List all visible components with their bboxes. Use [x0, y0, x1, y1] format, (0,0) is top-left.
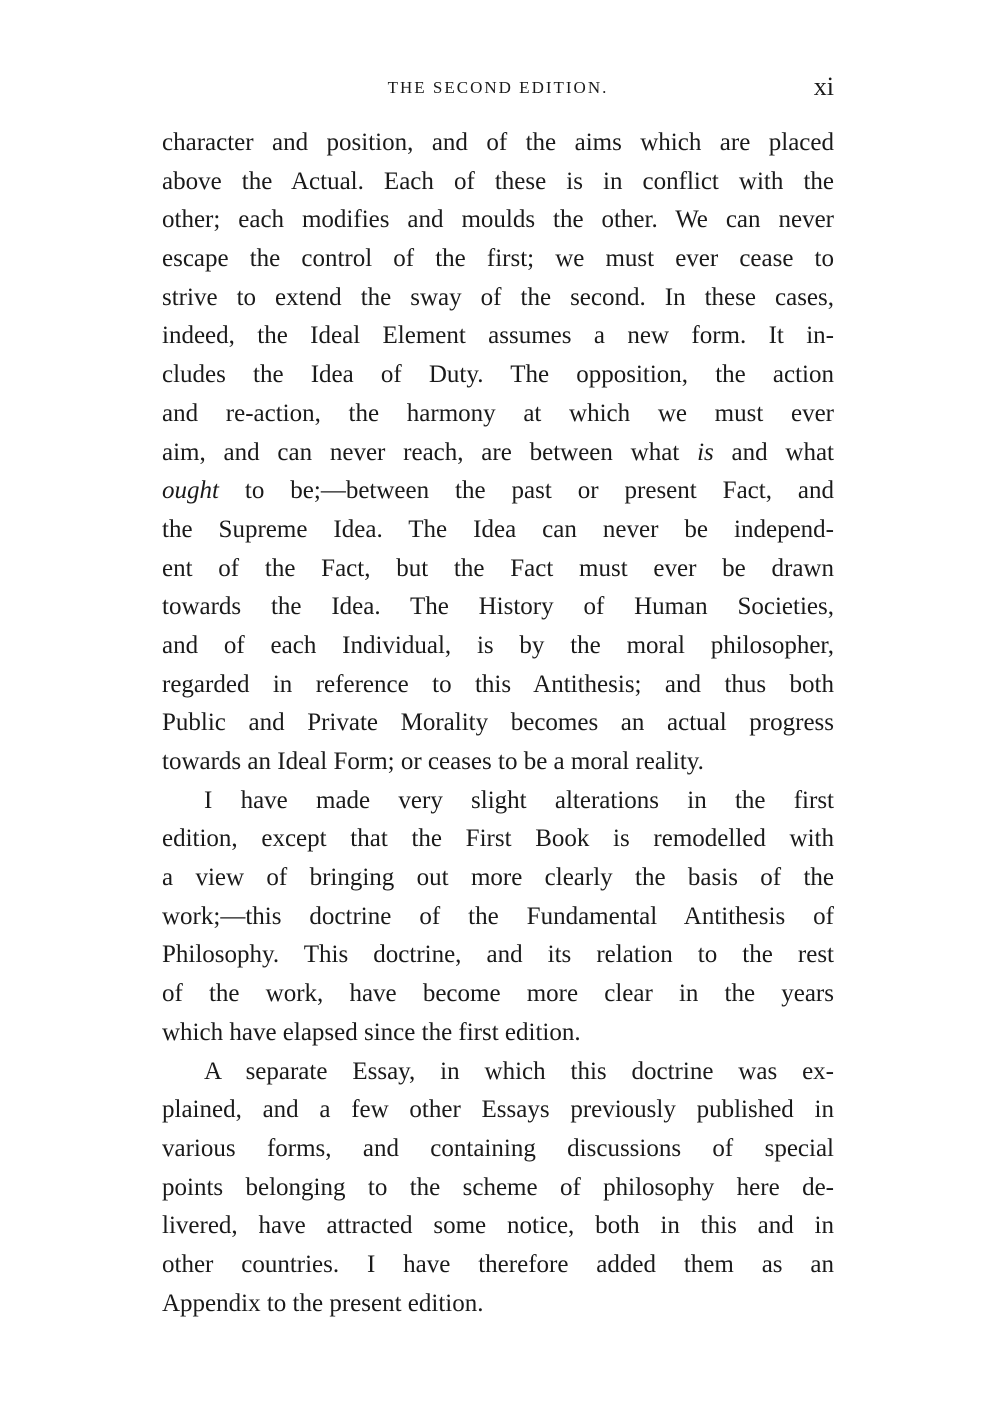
text-line: other; each modifies and moulds the other. We can never: [162, 206, 834, 234]
text-line: a view of bringing out more clearly the basis of the: [162, 864, 834, 892]
text-line: cludes the Idea of Duty. The opposition, the action: [162, 361, 834, 389]
text-line: A separate Essay, in which this doctrine was ex-: [204, 1057, 834, 1085]
paragraph-3: [162, 1053, 834, 1324]
paragraph-1: [162, 124, 834, 782]
text-line: which have elapsed since the first edition.: [162, 1018, 581, 1046]
running-title: THE SECOND EDITION.: [387, 78, 609, 97]
text-line: I have made very slight alterations in the first: [204, 786, 834, 814]
body-text: [162, 124, 834, 1323]
text-line: points belonging to the scheme of philosophy here de-: [162, 1173, 834, 1201]
text-line: indeed, the Ideal Element assumes a new form. It in-: [162, 322, 834, 350]
running-head: [162, 72, 834, 106]
text-line: towards an Ideal Form; or ceases to be a moral reality.: [162, 748, 704, 775]
text-line: plained, and a few other Essays previously published in: [162, 1096, 834, 1124]
text-line: aim, and can never reach, are between what is and what: [162, 438, 834, 466]
text-line: and of each Individual, is by the moral philosopher,: [162, 631, 834, 659]
text-line: other countries. I have therefore added them as an: [162, 1250, 834, 1278]
text-line: and re-action, the harmony at which we must ever: [162, 399, 834, 427]
text-line: strive to extend the sway of the second. In these cases,: [162, 283, 834, 311]
page-number: xi: [813, 72, 834, 101]
text-line: above the Actual. Each of these is in conflict with the: [162, 167, 834, 195]
paragraph-2: [162, 782, 834, 1053]
text-line: various forms, and containing discussions of special: [162, 1134, 834, 1162]
emphasis-word: ought: [162, 477, 219, 505]
text-line: Public and Private Morality becomes an actual progress: [162, 709, 834, 737]
text-line: ent of the Fact, but the Fact must ever be drawn: [162, 554, 834, 582]
text-line: character and position, and of the aims which are placed: [162, 129, 834, 156]
text-line: work;—this doctrine of the Fundamental Antithesis of: [162, 902, 834, 930]
emphasis-word: is: [697, 438, 714, 466]
text-line: edition, except that the First Book is remodelled with: [162, 825, 834, 853]
text-line: Philosophy. This doctrine, and its relation to the rest: [162, 941, 834, 969]
text-line: the Supreme Idea. The Idea can never be independ-: [162, 515, 834, 543]
text-line: Appendix to the present edition.: [162, 1289, 484, 1317]
text-line: ought to be;—between the past or present Fact, and: [162, 477, 834, 505]
text-line: of the work, have become more clear in the years: [162, 980, 834, 1008]
text-line: livered, have attracted some notice, both in this and in: [162, 1212, 834, 1240]
text-line: regarded in reference to this Antithesis; and thus both: [162, 670, 834, 698]
text-line: towards the Idea. The History of Human Societies,: [162, 593, 834, 621]
text-line: escape the control of the first; we must ever cease to: [162, 245, 834, 273]
